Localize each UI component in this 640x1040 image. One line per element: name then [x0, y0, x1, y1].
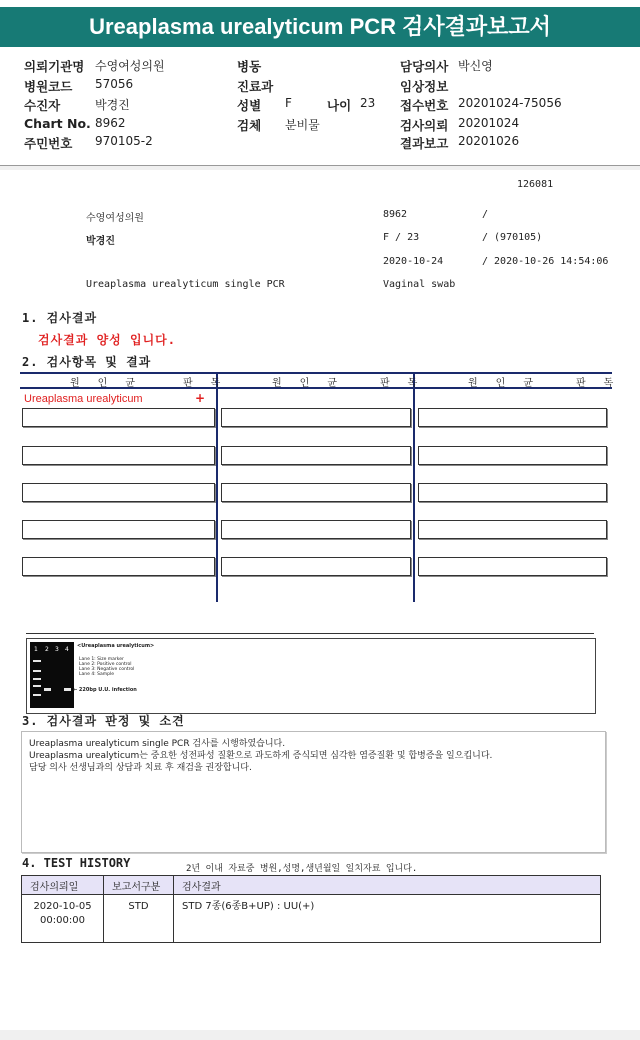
col-pathogen-1: 원 인 균 [70, 378, 142, 389]
gel-top-rule [26, 633, 594, 634]
header-divider-shadow [0, 166, 640, 170]
section-3-title: 3. 검사결과 판정 및 소견 [22, 714, 185, 728]
report-number: 126081 [517, 179, 554, 190]
col-judge-1: 판 독 [183, 378, 227, 389]
chart-label: Chart No. [24, 116, 91, 131]
result-cell [418, 483, 607, 502]
history-date: 2020-10-05 [33, 901, 92, 912]
info-date-in: 2020-10-24 [383, 256, 444, 267]
gel-arrow-label: ← 220bp U.U. infection [73, 687, 137, 693]
sex-value: F [285, 96, 292, 110]
marker-band [33, 694, 41, 696]
col-judge-3: 판 독 [576, 378, 620, 389]
receipt-label: 접수번호 [400, 98, 449, 113]
result-cell [418, 408, 607, 427]
id-value: 970105-2 [95, 134, 153, 148]
result-cell [221, 483, 411, 502]
id-label: 주민번호 [24, 136, 73, 151]
request-label: 검사의뢰 [400, 118, 449, 133]
doctor-value: 박신영 [458, 59, 493, 73]
info-test: Ureaplasma urealyticum single PCR [86, 279, 285, 290]
history-date-cell [22, 895, 104, 943]
result-cell [221, 408, 411, 427]
positive-control-band [44, 688, 51, 691]
gel-electrophoresis-figure [26, 638, 596, 714]
table-row [22, 895, 601, 943]
result-cell [221, 520, 411, 539]
history-col-result: 검사결과 [174, 876, 601, 895]
result-summary: 검사결과 양성 입니다. [38, 333, 177, 347]
request-value: 20201024 [458, 116, 520, 130]
clinical-label: 임상정보 [400, 79, 449, 94]
result-cell [22, 483, 215, 502]
result-cell [22, 557, 215, 576]
history-table [21, 875, 601, 943]
code-label: 병원코드 [24, 79, 73, 94]
info-sample: Vaginal swab [383, 279, 456, 290]
info-sex-age: F / 23 [383, 232, 420, 243]
code-value: 57056 [95, 77, 134, 91]
lane-1-label: 1 [34, 646, 38, 653]
result-cell [221, 557, 411, 576]
page-footer [0, 1030, 640, 1040]
info-date-out: / 2020-10-26 14:54:06 [482, 256, 609, 267]
results-col-divider-2 [413, 373, 415, 602]
marker-band [33, 670, 41, 672]
gel-legend-1: Lane 1: Size marker [79, 657, 124, 662]
section-4-title: 4. TEST HISTORY [22, 856, 131, 870]
result-cell [418, 557, 607, 576]
result-cell [22, 520, 215, 539]
history-note: 2년 이내 자료중 병원,성명,생년월일 일치자료 입니다. [186, 864, 418, 874]
gel-legend-3: Lane 3: Negative control [79, 667, 135, 672]
chart-value: 8962 [95, 116, 126, 130]
history-header-row [22, 876, 601, 895]
history-type: STD [104, 895, 174, 943]
info-institution: 수영여성의원 [86, 213, 144, 224]
history-result: STD 7종(6종B+UP) : UU(+) [174, 895, 601, 943]
opinion-line-2: Ureaplasma urealyticum는 중요한 성전파성 질환으로 과도하게 증식되면 심각한 염증질환 및 합병증을 일으킵니다. [29, 751, 493, 761]
institution-label: 의뢰기관명 [24, 59, 85, 74]
col-pathogen-3: 원 인 균 [468, 378, 540, 389]
history-col-date: 검사의뢰일 [22, 876, 104, 895]
col-pathogen-2: 원 인 균 [272, 378, 344, 389]
receipt-value: 20201024-75056 [458, 96, 562, 110]
result-cell [22, 446, 215, 465]
marker-band [33, 685, 41, 687]
report-value: 20201026 [458, 134, 520, 148]
result-cell [418, 446, 607, 465]
opinion-line-1: Ureaplasma urealyticum single PCR 검사를 시행하였습니다. [29, 739, 286, 749]
history-time: 00:00:00 [40, 915, 85, 926]
opinion-line-3: 담당 의사 선생님과의 상담과 치료 후 재검을 권장합니다. [29, 763, 252, 773]
result-value: + [195, 391, 206, 405]
receiver-value: 박경진 [95, 98, 130, 112]
opinion-box [21, 731, 606, 853]
info-chart: 8962 [383, 209, 408, 220]
result-pathogen: Ureaplasma urealyticum [24, 393, 143, 405]
institution-value: 수영여성의원 [95, 59, 165, 73]
report-label: 결과보고 [400, 136, 449, 151]
results-col-divider-1 [216, 373, 218, 602]
gel-title: <Ureaplasma urealyticum> [77, 643, 155, 649]
info-birth: / (970105) [482, 232, 543, 243]
lane-3-label: 3 [55, 646, 59, 653]
gel-legend-2: Lane 2: Positive control [79, 662, 132, 667]
info-slash: / [482, 209, 489, 220]
doctor-label: 담당의사 [400, 59, 449, 74]
marker-band [33, 678, 41, 680]
age-value: 23 [360, 96, 376, 110]
sample-band [64, 688, 71, 691]
info-name: 박경진 [86, 236, 115, 247]
lane-2-label: 2 [45, 646, 49, 653]
specimen-value: 분비물 [285, 118, 320, 132]
receiver-label: 수진자 [24, 98, 61, 113]
specimen-label: 검체 [237, 118, 262, 133]
gel-image [30, 642, 74, 708]
dept-label: 진료과 [237, 79, 274, 94]
marker-band [33, 660, 41, 662]
col-judge-2: 판 독 [380, 378, 424, 389]
result-cell [221, 446, 411, 465]
history-col-type: 보고서구분 [104, 876, 174, 895]
gel-legend-4: Lane 4: Sample [79, 672, 114, 677]
section-2-title: 2. 검사항목 및 결과 [22, 355, 152, 369]
lane-4-label: 4 [65, 646, 69, 653]
report-title: Ureaplasma urealyticum PCR 검사결과보고서 [0, 7, 640, 47]
age-label: 나이 [327, 98, 352, 113]
result-cell [418, 520, 607, 539]
sex-label: 성별 [237, 98, 262, 113]
section-1-title: 1. 검사결과 [22, 311, 98, 325]
result-cell [22, 408, 215, 427]
ward-label: 병동 [237, 59, 262, 74]
